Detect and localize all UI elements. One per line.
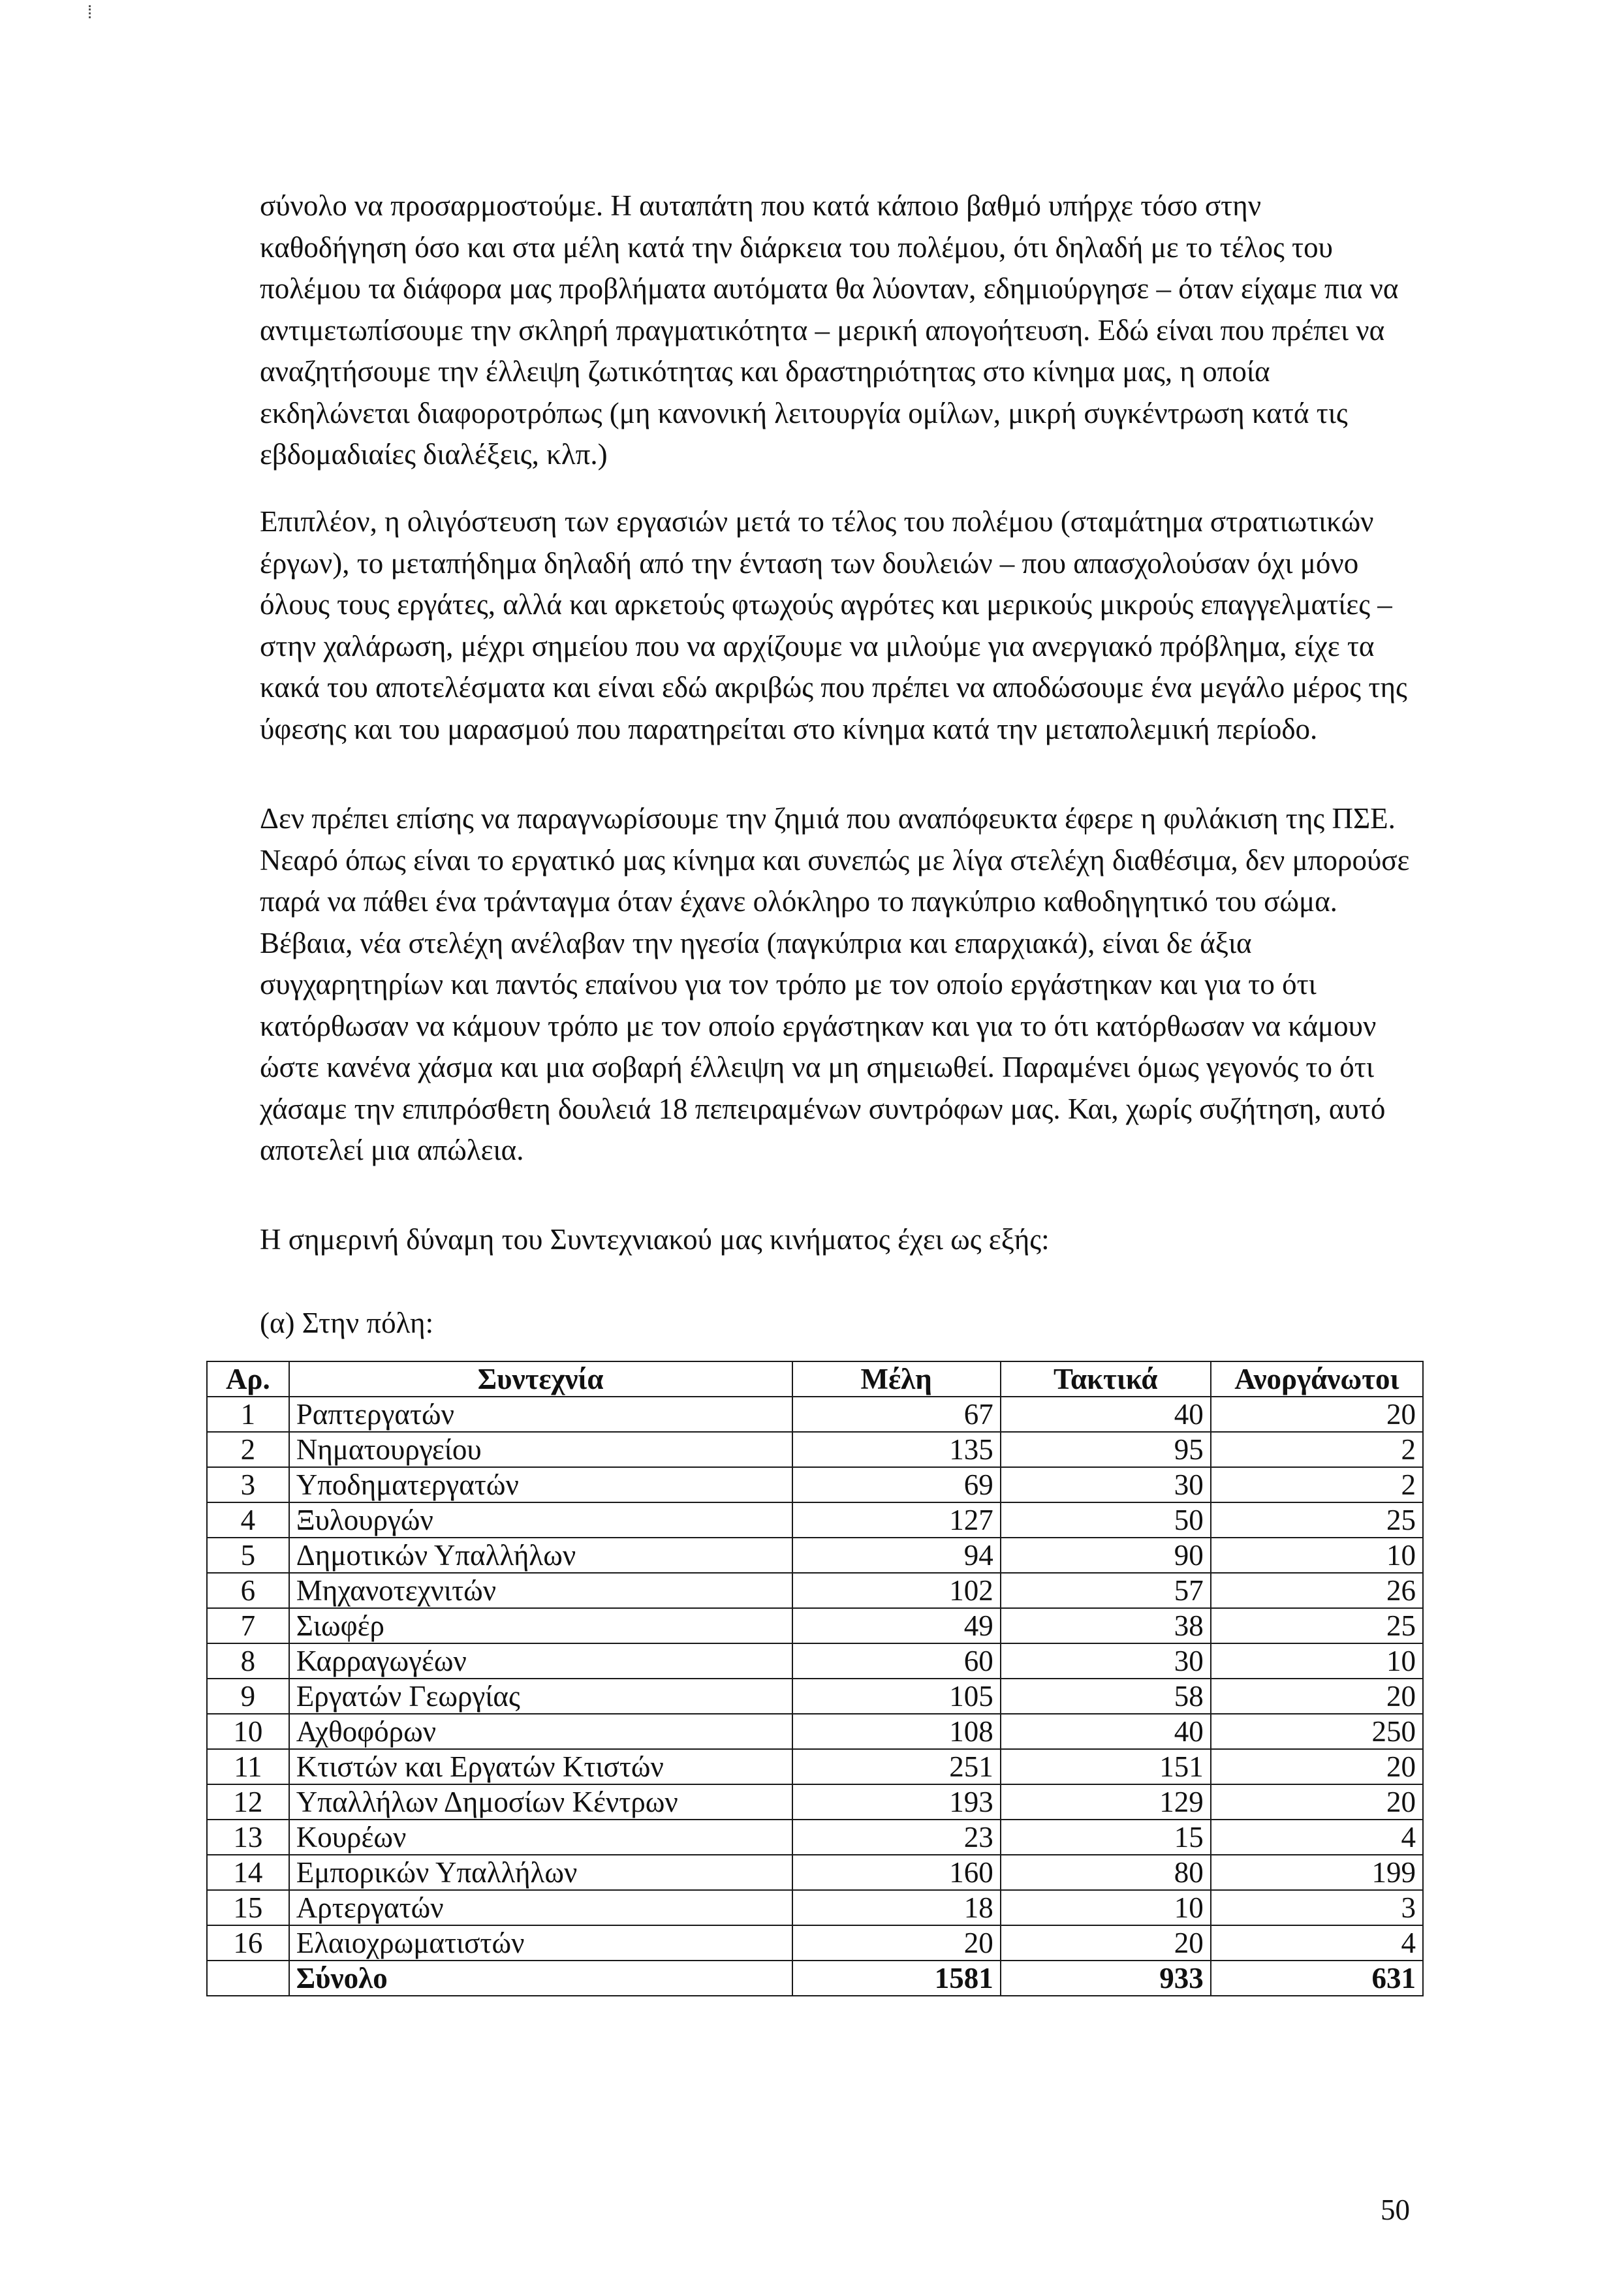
cell-number: 13 (207, 1820, 289, 1855)
cell-regular: 40 (1001, 1714, 1211, 1749)
cell-total-regular: 933 (1001, 1961, 1211, 1996)
section-label-city: (α) Στην πόλη: (260, 1307, 434, 1339)
cell-regular: 50 (1001, 1502, 1211, 1538)
cell-number: 16 (207, 1925, 289, 1961)
cell-regular: 10 (1001, 1890, 1211, 1925)
cell-total-members: 1581 (792, 1961, 1001, 1996)
cell-unorganized: 25 (1211, 1502, 1423, 1538)
cell-union: Αχθοφόρων (289, 1714, 792, 1749)
table-row (207, 1538, 1423, 1573)
cell-number: 3 (207, 1467, 289, 1502)
table-row (207, 1714, 1423, 1749)
cell-unorganized: 199 (1211, 1855, 1423, 1890)
cell-unorganized: 250 (1211, 1714, 1423, 1749)
cell-regular: 38 (1001, 1608, 1211, 1643)
cell-number: 6 (207, 1573, 289, 1608)
table-row (207, 1608, 1423, 1643)
cell-members: 193 (792, 1784, 1001, 1820)
cell-unorganized: 25 (1211, 1608, 1423, 1643)
table-row (207, 1679, 1423, 1714)
cell-members: 20 (792, 1925, 1001, 1961)
table-row (207, 1397, 1423, 1432)
header-members: Μέλη (792, 1361, 1001, 1397)
cell-regular: 30 (1001, 1467, 1211, 1502)
cell-members: 160 (792, 1855, 1001, 1890)
cell-regular: 20 (1001, 1925, 1211, 1961)
cell-regular: 57 (1001, 1573, 1211, 1608)
unions-table (206, 1361, 1424, 1996)
cell-members: 18 (792, 1890, 1001, 1925)
cell-union: Ξυλουργών (289, 1502, 792, 1538)
cell-unorganized: 10 (1211, 1538, 1423, 1573)
cell-unorganized: 10 (1211, 1643, 1423, 1679)
cell-union: Κτιστών και Εργατών Κτιστών (289, 1749, 792, 1784)
cell-union: Εργατών Γεωργίας (289, 1679, 792, 1714)
cell-union: Κουρέων (289, 1820, 792, 1855)
cell-members: 108 (792, 1714, 1001, 1749)
table-row (207, 1502, 1423, 1538)
cell-number: 12 (207, 1784, 289, 1820)
table-row (207, 1432, 1423, 1467)
cell-union: Υποδηματεργατών (289, 1467, 792, 1502)
cell-number: 9 (207, 1679, 289, 1714)
cell-number: 10 (207, 1714, 289, 1749)
cell-number: 5 (207, 1538, 289, 1573)
page-number: 50 (1381, 2194, 1410, 2226)
cell-regular: 129 (1001, 1784, 1211, 1820)
cell-members: 105 (792, 1679, 1001, 1714)
table-row (207, 1749, 1423, 1784)
cell-union: Νηματουργείου (289, 1432, 792, 1467)
paragraph-1: σύνολο να προσαρμοστούμε. Η αυταπάτη που κατά κάποιο βαθμό υπήρχε τόσο στην καθοδήγηση όσο και στα μέλη κατά την διάρκεια του πολέμου, ότι δηλαδή με το τέλος του πολέμου τα διάφορα μας προβλήματα αυτόματα θα λύονταν, εδημιούργησε – όταν είχαμε πια να αντιμετωπίσουμε την σκληρή πραγματικότητα – μερική απογοήτευση. Εδώ είναι που πρέπει να αναζητήσουμε την έλλειψη ζωτικότητας και δραστηριότητας στο κίνημα μας, η οποία εκδηλώνεται διαφοροτρόπως (μη κανονική λειτουργία ομίλων, μικρή συγκέντρωση κατά τις εβδομαδιαίες διαλέξεις, κλπ.) (260, 189, 1399, 471)
cell-unorganized: 2 (1211, 1467, 1423, 1502)
cell-members: 67 (792, 1397, 1001, 1432)
paragraph-2: Επιπλέον, η ολιγόστευση των εργασιών μετά το τέλος του πολέμου (σταμάτημα στρατιωτικών έργων), το μεταπήδημα δηλαδή από την ένταση των δουλειών – που απασχολούσαν όχι μόνο όλους τους εργάτες, αλλά και αρκετούς φτωχούς αγρότες και μερικούς μικρούς επαγγελματίες – στην χαλάρωση, μέχρι σημείου που να αρχίζουμε να μιλούμε για ανεργιακό πρόβλημα, είχε τα κακά του αποτελέσματα και είναι εδώ ακριβώς που πρέπει να αποδώσουμε ένα μεγάλο μέρος της ύφεσης και του μαρασμού που παρατηρείται στο κίνημα κατά την μεταπολεμική περίοδο. (260, 505, 1407, 745)
cell-regular: 80 (1001, 1855, 1211, 1890)
table-row (207, 1467, 1423, 1502)
cell-number: 2 (207, 1432, 289, 1467)
cell-unorganized: 4 (1211, 1820, 1423, 1855)
cell-unorganized: 26 (1211, 1573, 1423, 1608)
table-row (207, 1784, 1423, 1820)
cell-union: Ραπτεργατών (289, 1397, 792, 1432)
cell-regular: 90 (1001, 1538, 1211, 1573)
paragraph-3: Δεν πρέπει επίσης να παραγνωρίσουμε την ζημιά που αναπόφευκτα έφερε η φυλάκιση της ΠΣΕ. Νεαρό όπως είναι το εργατικό μας κίνημα και συνεπώς με λίγα στελέχη διαθέσιμα, δεν μπορούσε παρά να πάθει ένα τράνταγμα όταν έχανε ολόκληρο το παγκύπριο καθοδηγητικό του σώμα. Βέβαια, νέα στελέχη ανέλαβαν την ηγεσία (παγκύπρια και επαρχιακά), είναι δε άξια συγχαρητηρίων και παντός επαίνου για τον τρόπο με τον οποίο εργάστηκαν και για το ότι κατόρθωσαν να κάμουν τρόπο με τον οποίο εργάστηκαν και για το ότι κατόρθωσαν να κάμουν ώστε κανένα χάσμα και μια σοβαρή έλλειψη να μη σημειωθεί. Παραμένει όμως γεγονός το ότι χάσαμε την επιπρόσθετη δουλειά 18 πεπειραμένων συντρόφων μας. Και, χωρίς συζήτηση, αυτό αποτελεί μια απώλεια. (260, 802, 1410, 1166)
cell-unorganized: 20 (1211, 1784, 1423, 1820)
cell-unorganized: 20 (1211, 1397, 1423, 1432)
cell-members: 94 (792, 1538, 1001, 1573)
header-union: Συντεχνία (289, 1361, 792, 1397)
cell-unorganized: 20 (1211, 1749, 1423, 1784)
cell-total-label: Σύνολο (289, 1961, 792, 1996)
cell-regular: 15 (1001, 1820, 1211, 1855)
cell-unorganized: 3 (1211, 1890, 1423, 1925)
cell-regular: 151 (1001, 1749, 1211, 1784)
table-row (207, 1890, 1423, 1925)
cell-union: Καρραγωγέων (289, 1643, 792, 1679)
cell-number: 8 (207, 1643, 289, 1679)
cell-members: 135 (792, 1432, 1001, 1467)
cell-number: 7 (207, 1608, 289, 1643)
scan-artifact (89, 5, 93, 18)
cell-members: 127 (792, 1502, 1001, 1538)
table-row (207, 1573, 1423, 1608)
cell-union: Μηχανοτεχνιτών (289, 1573, 792, 1608)
header-unorganized: Ανοργάνωτοι (1211, 1361, 1423, 1397)
cell-number: 14 (207, 1855, 289, 1890)
cell-members: 69 (792, 1467, 1001, 1502)
cell-members: 102 (792, 1573, 1001, 1608)
cell-union: Αρτεργατών (289, 1890, 792, 1925)
cell-regular: 58 (1001, 1679, 1211, 1714)
cell-members: 60 (792, 1643, 1001, 1679)
cell-total-unorganized: 631 (1211, 1961, 1423, 1996)
cell-number: 11 (207, 1749, 289, 1784)
cell-union: Δημοτικών Υπαλλήλων (289, 1538, 792, 1573)
cell-members: 251 (792, 1749, 1001, 1784)
cell-regular: 40 (1001, 1397, 1211, 1432)
cell-number: 15 (207, 1890, 289, 1925)
cell-regular: 30 (1001, 1643, 1211, 1679)
header-number: Αρ. (207, 1361, 289, 1397)
cell-unorganized: 2 (1211, 1432, 1423, 1467)
cell-union: Εμπορικών Υπαλλήλων (289, 1855, 792, 1890)
table-header-row (207, 1361, 1423, 1397)
cell-union: Υπαλλήλων Δημοσίων Κέντρων (289, 1784, 792, 1820)
cell-number: 4 (207, 1502, 289, 1538)
cell-regular: 95 (1001, 1432, 1211, 1467)
cell-members: 49 (792, 1608, 1001, 1643)
table-row (207, 1643, 1423, 1679)
header-regular: Τακτικά (1001, 1361, 1211, 1397)
cell-union: Ελαιοχρωματιστών (289, 1925, 792, 1961)
cell-members: 23 (792, 1820, 1001, 1855)
cell-total-empty (207, 1961, 289, 1996)
cell-unorganized: 20 (1211, 1679, 1423, 1714)
table-body (207, 1397, 1423, 1996)
table-row (207, 1820, 1423, 1855)
table-row (207, 1855, 1423, 1890)
cell-unorganized: 4 (1211, 1925, 1423, 1961)
cell-union: Σιωφέρ (289, 1608, 792, 1643)
cell-number: 1 (207, 1397, 289, 1432)
paragraph-4: Η σημερινή δύναμη του Συντεχνιακού μας κινήματος έχει ως εξής: (260, 1223, 1050, 1256)
table-total-row (207, 1961, 1423, 1996)
table-row (207, 1925, 1423, 1961)
